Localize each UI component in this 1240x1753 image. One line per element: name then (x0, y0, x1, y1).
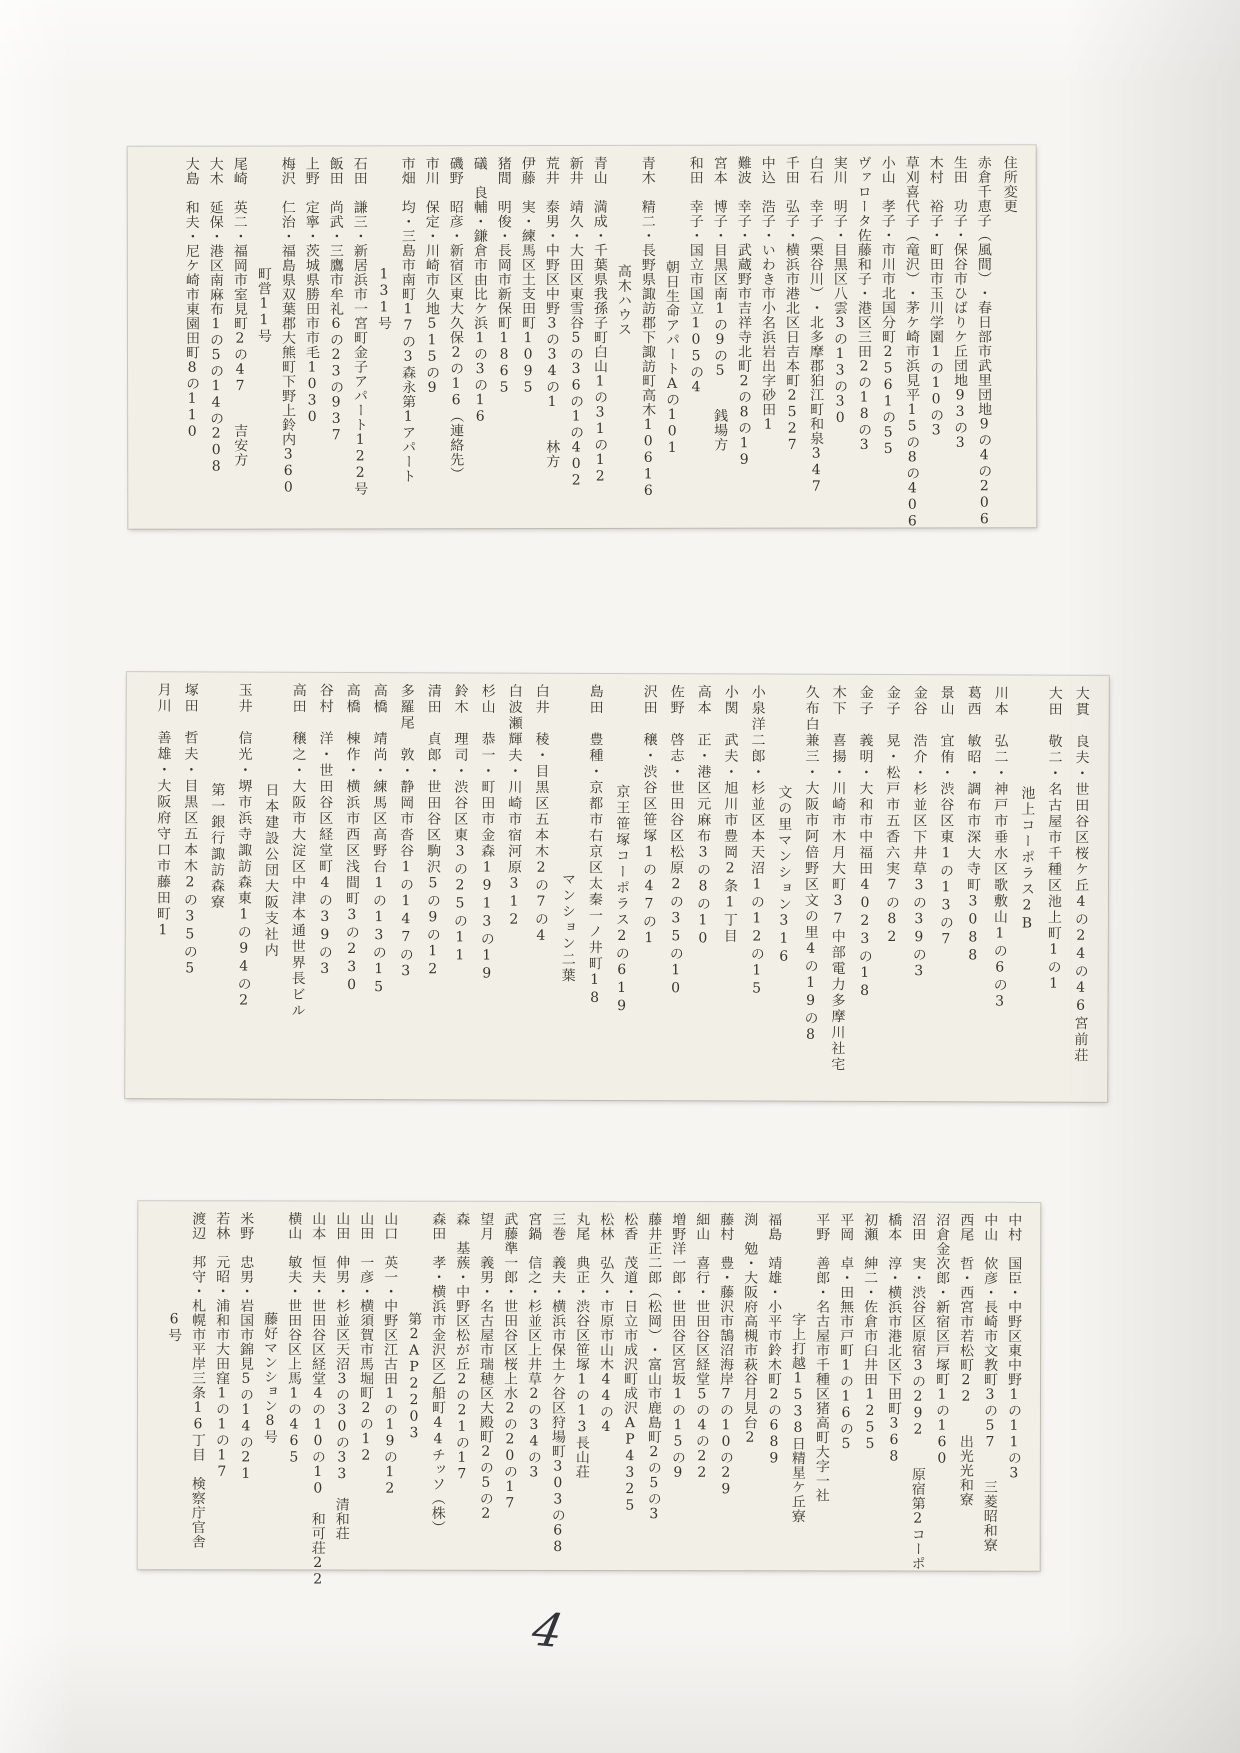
address-entry (180, 157, 205, 525)
entry-text: 森田 孝・横浜市金沢区乙船町44チッソ︵株︶ (429, 1211, 447, 1535)
entry-text: 中山 佽彦・長崎市文教町3の57 三菱昭和寮 (981, 1212, 999, 1553)
address-entry (162, 1211, 211, 1565)
address-entry (256, 683, 312, 1095)
entry-text: 望月 義男・名古屋市瑞穂区大殿町2の5の2 (477, 1211, 495, 1523)
address-entry (402, 1212, 451, 1566)
address-entry (732, 156, 757, 524)
address-entry (877, 685, 906, 1097)
entry-text: 月川 善雄・大阪府守口市藤田町1 (154, 682, 172, 941)
address-entry (780, 156, 805, 524)
entry-text: 渡辺 邦守・札幌市平岸三条16丁目 検察庁官舎 (189, 1211, 207, 1549)
address-entry (708, 156, 733, 524)
entry-text: 丸尾 典正・渋谷区笹塚1の13長山荘 (573, 1211, 591, 1480)
address-entry (900, 155, 925, 530)
entry-text: 石田 謙三・新居浜市一宮町金子アパート122号 (351, 156, 369, 496)
entry-text: 山口 英一・中野区江古田1の19の12 (381, 1211, 399, 1498)
entry-text: 増野洋一郎・世田谷区宮坂1の15の9 (669, 1212, 687, 1482)
entry-text: 新井 靖久・大田区東雪谷5の36の1の402 (567, 155, 585, 490)
entry-text: 武藤準一郎・世田谷区桜上水2の20の17 (501, 1211, 519, 1512)
entry-text: 沢田 穣・渋谷区笹塚1の47の1 (640, 684, 658, 949)
entry-text: 小関 武夫・旭川市豊岡2条1丁目 (721, 684, 739, 945)
address-entry (564, 156, 589, 524)
address-entry (234, 1211, 259, 1565)
entry-continuation: 第2AP2203 (405, 1311, 423, 1442)
entry-continuation: 池上コーポラス2B (1018, 785, 1036, 934)
address-entry (474, 1212, 499, 1566)
address-entry (330, 1212, 355, 1566)
address-strip-1 (128, 145, 1037, 529)
entry-text: 景山 宜侑・渋谷区東1の13の7 (937, 685, 955, 950)
address-entry (834, 1212, 859, 1566)
address-entry (714, 1212, 739, 1566)
address-entry (306, 1211, 331, 1589)
address-entry (906, 1212, 931, 1571)
entry-text: 渕 勉・大阪府高槻市萩谷月見台2 (741, 1212, 759, 1447)
address-entry (526, 684, 555, 1096)
entry-text: 中込 浩子・いわき市小名浜岩出字砂田1 (759, 155, 777, 434)
entry-text: 平野 善郎・名古屋市千種区猪高町大字一社 (813, 1212, 831, 1503)
address-entry (828, 156, 853, 524)
address-entry (958, 685, 987, 1097)
address-entry (931, 685, 960, 1097)
address-entry (204, 157, 229, 525)
entry-text: ヴァロータ佐藤和子・港区三田2の18の3 (855, 155, 873, 454)
address-entry (175, 682, 204, 1094)
entry-text: 大島 和夫・尼ケ崎市東園田町8の110 (183, 156, 201, 441)
entry-text: 実川 明子・目黒区八雲3の13の30 (831, 155, 849, 427)
entry-text: 赤倉千恵子︵風間︶・春日部市武里団地9の4の206 (975, 155, 993, 528)
entry-text: 青山 満成・千葉県我孫子町白山1の31の12 (591, 155, 609, 485)
address-entry (348, 156, 373, 524)
entry-continuation: マンション二葉 (559, 871, 577, 984)
entry-text: 山本 恒夫・世田谷区経堂4の10の10 和可荘22 (309, 1211, 327, 1589)
entry-continuation: 京王笹塚コーポラス2の619 (613, 783, 631, 1017)
entry-text: 小泉洋二郎・杉並区本天沼1の12の15 (748, 684, 766, 999)
entry-text: 藤井正二郎︵松岡︶・富山市鹿島町2の5の3 (645, 1212, 663, 1523)
entry-text: 金子 義明・大和市中福田4023の18 (856, 684, 874, 1001)
entry-continuation: 日本建設公団大阪支社内 (262, 782, 280, 959)
entry-text: 橋本 淳・横浜市港北区下田町368 (885, 1212, 903, 1466)
address-entry (210, 1211, 235, 1565)
address-entry (570, 1212, 595, 1566)
address-entry (594, 1212, 619, 1566)
entry-text: 葛西 敏昭・調布市深大寺町3088 (964, 685, 982, 966)
entry-text: 福島 靖雄・小平市鈴木町2の689 (765, 1212, 783, 1467)
address-entry (498, 1212, 523, 1566)
address-entry (522, 1212, 547, 1566)
entry-text: 木下 喜揚・川崎市木月大町37中部電力多摩川社宅 (829, 684, 847, 1073)
entry-text: 市川 保定・川崎市久地515の9 (423, 156, 441, 397)
address-entry (804, 156, 829, 524)
address-entry (715, 684, 744, 1096)
entry-text: 西尾 哲・西宮市若松町22 出光光和寮 (957, 1212, 975, 1507)
entry-text: 木村 裕子・町田市玉川学園1の10の3 (927, 155, 945, 439)
address-entry (762, 1212, 787, 1566)
entry-text: 生田 功子・保谷市ひばりケ丘団地93の3 (951, 155, 969, 452)
address-entry (924, 155, 949, 523)
entry-text: 鈴木 理司・渋谷区東3の25の11 (451, 683, 469, 966)
address-entry (642, 1212, 667, 1566)
address-entry (1066, 686, 1095, 1098)
address-entry (450, 1212, 475, 1566)
entry-text: 米野 忠男・岩国市錦見5の14の21 (237, 1211, 255, 1483)
address-entry (391, 683, 420, 1095)
address-entry (324, 156, 349, 524)
address-entry (418, 683, 447, 1095)
entry-text: 難波 幸子・武蔵野市吉祥寺北町2の8の19 (735, 155, 753, 469)
entry-text: 高橋 棟作・横浜市西区浅間町3の230 (343, 682, 361, 996)
entry-text: 宮鍋 信之・杉並区上井草2の34の3 (525, 1211, 543, 1481)
address-entry (354, 1212, 379, 1566)
entry-text: 松香 茂道・日立市成沢町成沢AP4325 (621, 1212, 639, 1515)
entry-continuation: 字上打越1538日精星ケ丘寮 (789, 1312, 807, 1524)
entry-text: 中村 国臣・中野区東中野1の11の3 (1005, 1212, 1023, 1482)
strip-3-columns (148, 1211, 1027, 1589)
address-entry (690, 1212, 715, 1566)
address-entry (756, 156, 781, 524)
address-entry (372, 156, 421, 524)
address-entry (954, 1213, 979, 1567)
address-entry (468, 156, 493, 524)
address-entry (850, 685, 879, 1097)
entry-text: 谷村 洋・世田谷区経堂町4の39の3 (316, 682, 334, 979)
entry-text: 塚田 哲夫・目黒区五本木2の35の5 (181, 682, 199, 979)
entry-text: 猪間 明俊・長岡市新保町1865 (495, 156, 513, 397)
address-entry (499, 684, 528, 1096)
entry-text: 宮本 博子・目黒区南1の9の5 銭場方 (711, 155, 729, 452)
entry-text: 磯野 昭彦・新宿区東大久保2の16︵連絡先︶ (447, 156, 465, 482)
address-entry (540, 156, 565, 524)
address-entry (858, 1212, 883, 1566)
entry-text: 青木 精二・長野県諏訪郡下諏訪町高木10616 (639, 155, 657, 500)
entry-text: 高橋 靖尚・練馬区高野台1の13の15 (370, 683, 388, 998)
address-entry (661, 684, 690, 1096)
address-entry (786, 1212, 835, 1566)
address-entry (742, 684, 771, 1096)
section-title: 住所変更 (1001, 155, 1018, 214)
entry-text: 山田 一彦・横須賀市馬堀町2の12 (357, 1211, 375, 1465)
entry-continuation: 藤好マンション8号 (261, 1311, 279, 1444)
entry-text: 清田 貞郎・世田谷区駒沢5の9の12 (424, 683, 442, 980)
entry-text: 初瀬 紳二・佐倉市臼井田1255 (861, 1212, 879, 1453)
address-entry (985, 685, 1014, 1097)
entry-text: 千田 弘子・横浜市港北区日吉本町2527 (783, 155, 801, 454)
entry-text: 大木 延保・港区南麻布1の5の14の208 (207, 156, 225, 476)
address-entry (948, 155, 973, 523)
strip-2-columns (135, 682, 1095, 1098)
entry-text: 草刈喜代子︵竜沢︶・茅ケ崎市浜見平15の8の406 (903, 155, 921, 530)
entry-text: 佐野 啓志・世田谷区松原2の35の10 (667, 684, 685, 999)
address-entry (666, 1212, 691, 1566)
entry-text: 若林 元昭・浦和市大田窪1の1の17 (213, 1211, 231, 1481)
entry-text: 久布白兼三・大阪市阿倍野区文の里4の19の8 (802, 684, 820, 1045)
address-strip-2 (125, 672, 1109, 1102)
address-entry (612, 156, 661, 524)
address-entry (904, 685, 933, 1097)
entry-text: 玉井 信光・堺市浜寺諏訪森東1の94の2 (235, 682, 253, 1011)
entry-continuation: 文の里マンション316 (775, 784, 793, 967)
entry-text: 梅沢 仁治・福島県双葉郡大熊町下野上鈴内360 (279, 156, 297, 497)
address-entry (1002, 1213, 1027, 1567)
entry-continuation: 朝日生命アパートAの101 (663, 259, 681, 457)
address-entry (930, 1213, 955, 1567)
address-entry (876, 155, 901, 523)
entry-text: 横山 敏夫・世田谷区上馬1の465 (285, 1211, 303, 1466)
entry-text: 大貫 良夫・世田谷区桜ケ丘4の24の46宮前荘 (1072, 685, 1090, 1064)
strip-1-columns (138, 155, 1023, 530)
entry-text: 高田 穣之・大阪市大淀区中津本通世界長ビル (289, 682, 307, 1019)
address-entry (516, 156, 541, 524)
entry-text: 尾崎 英二・福岡市室見町2の47 吉安方 (231, 156, 249, 468)
entry-text: 細山 喜行・世田谷区経堂5の4の22 (693, 1212, 711, 1482)
address-entry (546, 1212, 571, 1566)
entry-text: 白波瀬輝夫・川崎市宿河原312 (505, 683, 523, 930)
entry-text: 森 基蔟・中野区松が丘2の21の17 (453, 1211, 471, 1483)
entry-text: 金谷 浩介・杉並区下井草3の39の3 (910, 685, 928, 982)
address-entry (492, 156, 517, 524)
address-entry (444, 156, 469, 524)
address-entry (420, 156, 445, 524)
address-entry (337, 683, 366, 1095)
entry-text: 松林 弘久・市原市山木44の4 (597, 1212, 615, 1436)
entry-text: 上野 定寧・茨城県勝田市市毛1030 (303, 156, 321, 426)
address-entry (972, 155, 997, 528)
address-entry (553, 684, 609, 1096)
entry-continuation: 第一銀行諏訪森寮 (208, 782, 226, 911)
entry-continuation: 131号 (375, 266, 392, 331)
entry-text: 山田 伸男・杉並区天沼3の30の33 清和荘 (333, 1211, 351, 1541)
address-entry (472, 683, 501, 1095)
address-entry (300, 156, 325, 524)
address-entry (823, 685, 852, 1097)
address-entry (607, 684, 663, 1096)
address-entry (852, 155, 877, 523)
address-entry (769, 685, 825, 1097)
address-entry (148, 682, 177, 1094)
address-entry (660, 156, 709, 524)
entry-text: 市畑 均・三島市南町17の3森永第1アパート (399, 156, 417, 484)
entry-text: 島田 豊種・京都市右京区太秦一ノ井町18 (586, 683, 604, 1008)
address-entry (1012, 686, 1068, 1098)
entry-text: 藤村 豊・藤沢市鵠沼海岸7の10の29 (717, 1212, 735, 1498)
address-entry (882, 1213, 907, 1567)
address-entry (258, 1211, 307, 1565)
address-entry (202, 682, 258, 1094)
entry-text: 沼田 実・渋谷区原宿3の292 原宿第2コーポ (909, 1212, 927, 1571)
address-entry (228, 157, 253, 525)
entry-text: 高本 正・港区元麻布3の8の10 (694, 684, 712, 949)
entry-text: 多羅尾 敦・静岡市沓谷1の147の3 (397, 683, 415, 982)
handwritten-page-number: 4 (527, 1602, 568, 1658)
address-entry (688, 684, 717, 1096)
entry-text: 杉山 恭一・町田市金森1913の19 (478, 683, 496, 984)
entry-text: 伊藤 実・練馬区土支田町1095 (519, 156, 537, 397)
address-entry (252, 156, 301, 524)
address-entry (618, 1212, 643, 1566)
entry-continuation: 高木ハウス (615, 263, 632, 337)
entry-text: 飯田 尚武・三鷹市牟礼6の23の937 (327, 156, 345, 444)
entry-text: 沼倉金次郎・新宿区戸塚町1の160 (933, 1212, 951, 1468)
address-entry (364, 683, 393, 1095)
address-entry (378, 1212, 403, 1566)
entry-text: 川本 弘二・神戸市垂水区歌敷山1の6の3 (991, 685, 1009, 1012)
address-entry (738, 1212, 763, 1566)
entry-text: 礒 良輔・鎌倉市由比ケ浜1の3の16 (471, 156, 489, 426)
address-entry (310, 683, 339, 1095)
address-entry (445, 683, 474, 1095)
address-strip-3 (138, 1201, 1041, 1589)
address-entry (588, 156, 613, 524)
entry-text: 金子 晃・松戸市五香六実7の82 (883, 685, 901, 948)
entry-continuation: 6号 (166, 1311, 183, 1343)
entry-text: 三巻 義夫・横浜市保土ケ谷区狩場町303の68 (549, 1211, 567, 1556)
entry-text: 大田 敬二・名古屋市千種区池上町1の1 (1045, 685, 1063, 994)
entry-text: 小山 孝子・市川市北国分町2561の55 (879, 155, 897, 458)
entry-text: 白石 幸子︵栗谷川︶・北多摩郡狛江町和泉347 (807, 155, 825, 496)
entry-text: 平岡 卓・田無市戸町1の16の5 (837, 1212, 855, 1453)
entry-text: 白井 稜・目黒区五本木2の7の4 (532, 683, 550, 946)
entry-continuation: 町営11号 (255, 266, 273, 344)
entry-text: 荒井 泰男・中野区中野3の34の1 林方 (543, 156, 561, 469)
address-entry (978, 1213, 1003, 1567)
entry-text: 和田 幸子・国立市国立105の4 (687, 155, 705, 396)
